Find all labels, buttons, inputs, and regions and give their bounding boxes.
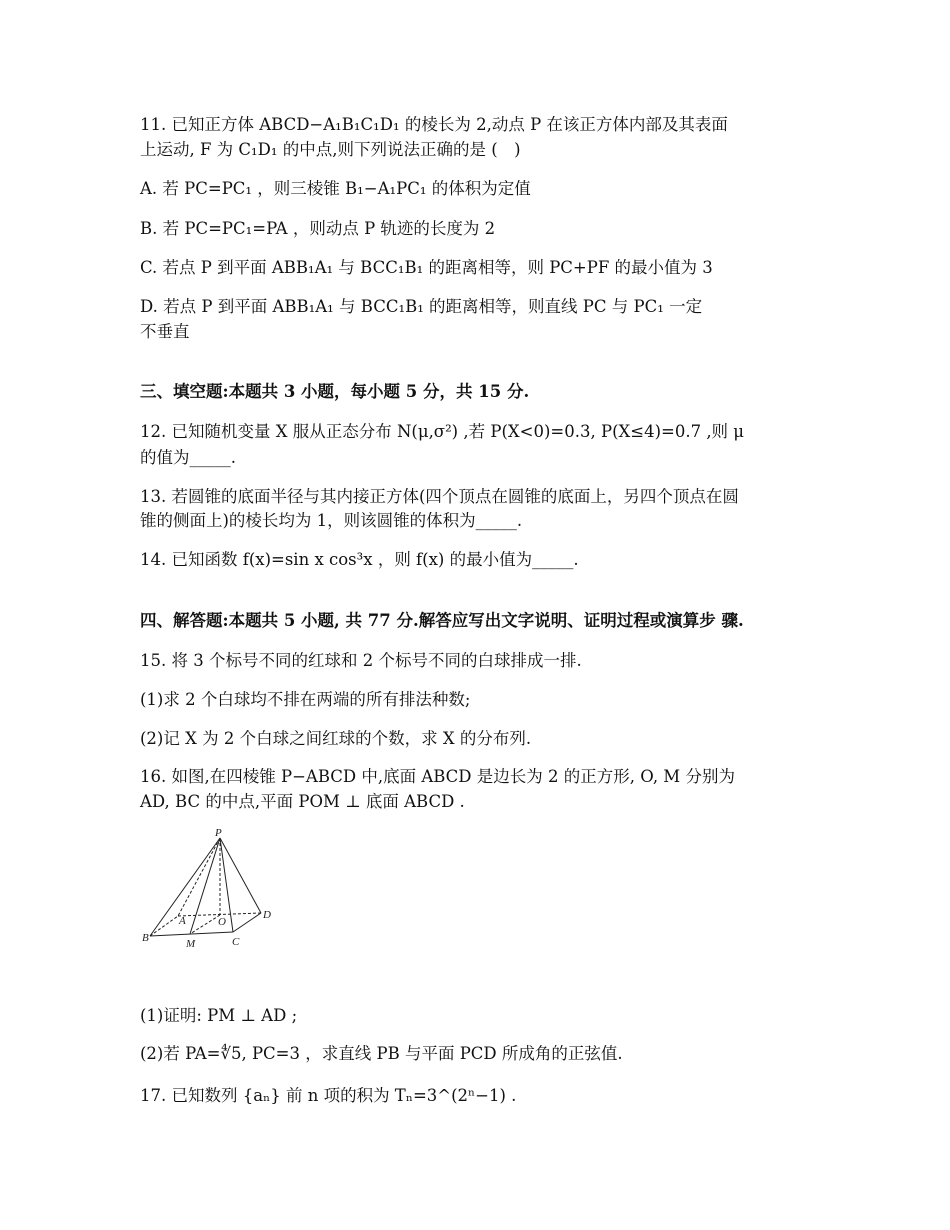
edge-pd bbox=[220, 838, 261, 913]
edge-cd bbox=[233, 913, 261, 932]
q11-line-1: 11. 已知正方体 ABCD−A₁B₁C₁D₁ 的棱长为 2,动点 P 在该正方体内部及其表面 bbox=[140, 115, 728, 134]
label-o: O bbox=[218, 916, 226, 928]
q16-line-1: 16. 如图,在四棱锥 P−ABCD 中,底面 ABCD 是边长为 2 的正方形, O, M 分别为 bbox=[140, 767, 735, 786]
edge-om-hidden bbox=[190, 915, 220, 934]
q13-line-2: 锥的侧面上)的棱长均为 1，则该圆锥的体积为_____. bbox=[140, 511, 523, 530]
q12-line-1: 12. 已知随机变量 X 服从正态分布 N(μ,σ²) ,若 P(X<0)=0.3, P(X≤4)=0.7 ,则 μ bbox=[140, 422, 745, 441]
label-d: D bbox=[263, 909, 271, 921]
q11-option-c: C. 若点 P 到平面 ABB₁A₁ 与 BCC₁B₁ 的距离相等，则 PC+PF 的最小值为 3 bbox=[140, 258, 713, 277]
q16-part-2: (2)若 PA=∜5, PC=3 ，求直线 PB 与平面 PCD 所成角的正弦值. bbox=[140, 1044, 623, 1063]
q15-line: 15. 将 3 个标号不同的红球和 2 个标号不同的白球排成一排. bbox=[140, 651, 582, 670]
q12-line-2: 的值为_____. bbox=[140, 448, 236, 467]
label-c: C bbox=[232, 936, 240, 948]
label-a: A bbox=[179, 915, 186, 927]
label-b: B bbox=[142, 932, 149, 944]
q11-option-d-line-1: D. 若点 P 到平面 ABB₁A₁ 与 BCC₁B₁ 的距离相等，则直线 PC 与 PC₁ 一定 bbox=[140, 297, 703, 316]
pyramid-diagram bbox=[140, 826, 280, 954]
edge-ab-hidden bbox=[150, 916, 178, 936]
section-3-heading: 三、填空题:本题共 3 小题，每小题 5 分，共 15 分. bbox=[140, 382, 530, 401]
q15-part-1: (1)求 2 个白球均不排在两端的所有排法种数; bbox=[140, 690, 471, 709]
q16-line-2: AD, BC 的中点,平面 POM ⊥ 底面 ABCD . bbox=[140, 792, 465, 811]
q16-part-1: (1)证明: PM ⊥ AD ; bbox=[140, 1006, 298, 1025]
q13-line-1: 13. 若圆锥的底面半径与其内接正方体(四个顶点在圆锥的底面上，另四个顶点在圆 bbox=[140, 487, 739, 506]
q11-line-2: 上运动, F 为 C₁D₁ 的中点,则下列说法正确的是 ( ) bbox=[140, 140, 521, 159]
label-p: P bbox=[215, 827, 222, 839]
pyramid-figure bbox=[140, 826, 280, 954]
q11-option-d-line-2: 不垂直 bbox=[140, 322, 190, 341]
q11-option-b: B. 若 PC=PC₁=PA ，则动点 P 轨迹的长度为 2 bbox=[140, 219, 496, 238]
label-m: M bbox=[186, 938, 196, 950]
q17-line: 17. 已知数列 {aₙ} 前 n 项的积为 Tₙ=3^(2ⁿ−1) . bbox=[140, 1086, 517, 1105]
edge-bc bbox=[150, 932, 233, 936]
q15-part-2: (2)记 X 为 2 个白球之间红球的个数，求 X 的分布列. bbox=[140, 729, 532, 748]
q11-option-a: A. 若 PC=PC₁ ，则三棱锥 B₁−A₁PC₁ 的体积为定值 bbox=[140, 179, 531, 198]
q14-line: 14. 已知函数 f(x)=sin x cos³x ，则 f(x) 的最小值为_____. bbox=[140, 550, 579, 569]
section-4-heading: 四、解答题:本题共 5 小题, 共 77 分.解答应写出文字说明、证明过程或演算步 骤. bbox=[140, 611, 744, 630]
edge-pm bbox=[190, 838, 220, 934]
